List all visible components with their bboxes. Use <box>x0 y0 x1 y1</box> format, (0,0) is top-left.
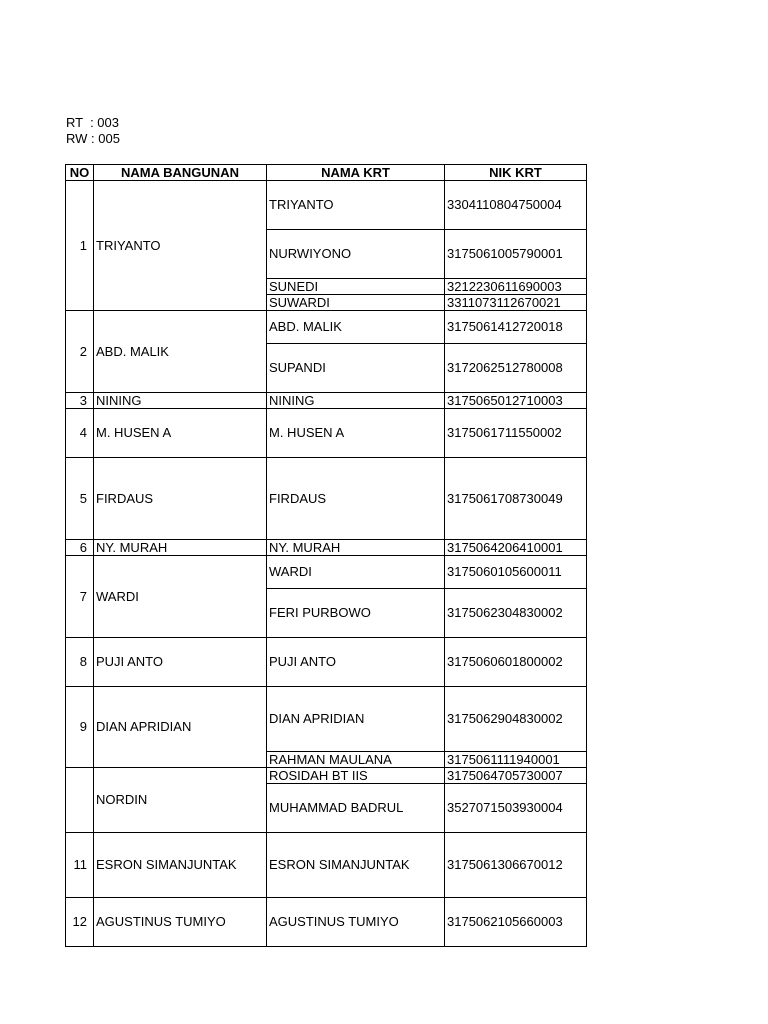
table-row <box>66 393 587 409</box>
cell-no: 1 <box>66 181 94 311</box>
cell-nik-krt: 3175060601800002 <box>445 638 587 687</box>
rw-label: RW : 005 <box>66 131 120 146</box>
col-header-nik-krt: NIK KRT <box>445 165 587 181</box>
cell-no: 8 <box>66 638 94 687</box>
cell-nama-krt: SUWARDI <box>267 295 445 311</box>
cell-nik-krt: 3175061708730049 <box>445 458 587 540</box>
table-row <box>66 768 587 784</box>
cell-nik-krt: 3304110804750004 <box>445 181 587 230</box>
table-row <box>66 181 587 230</box>
cell-no: 7 <box>66 556 94 638</box>
cell-nik-krt: 3175061306670012 <box>445 833 587 898</box>
cell-nik-krt: 3172062512780008 <box>445 344 587 393</box>
cell-nama-krt: NURWIYONO <box>267 230 445 279</box>
cell-nama-krt: ROSIDAH BT IIS <box>267 768 445 784</box>
cell-nama-krt: RAHMAN MAULANA <box>267 752 445 768</box>
table-body <box>66 181 587 947</box>
cell-nama-bangunan: PUJI ANTO <box>94 638 267 687</box>
cell-nik-krt: 3175061005790001 <box>445 230 587 279</box>
cell-nama-krt: TRIYANTO <box>267 181 445 230</box>
cell-nama-krt: SUPANDI <box>267 344 445 393</box>
cell-nama-bangunan: M. HUSEN A <box>94 409 267 458</box>
table-header-row <box>66 165 587 181</box>
cell-nama-krt: WARDI <box>267 556 445 589</box>
cell-nik-krt: 3175061111940001 <box>445 752 587 768</box>
cell-nama-bangunan: FIRDAUS <box>94 458 267 540</box>
cell-nama-bangunan: ABD. MALIK <box>94 311 267 393</box>
cell-nama-krt: PUJI ANTO <box>267 638 445 687</box>
cell-nama-krt: AGUSTINUS TUMIYO <box>267 898 445 947</box>
cell-no: 6 <box>66 540 94 556</box>
cell-nik-krt: 3175064705730007 <box>445 768 587 784</box>
cell-nama-krt: NINING <box>267 393 445 409</box>
table-row <box>66 833 587 898</box>
cell-nama-bangunan: TRIYANTO <box>94 181 267 311</box>
cell-nama-bangunan: WARDI <box>94 556 267 638</box>
cell-no <box>66 768 94 833</box>
cell-no: 3 <box>66 393 94 409</box>
cell-nik-krt: 3175060105600011 <box>445 556 587 589</box>
cell-nama-krt: ESRON SIMANJUNTAK <box>267 833 445 898</box>
col-header-nama-bangunan: NAMA BANGUNAN <box>94 165 267 181</box>
table-row <box>66 898 587 947</box>
cell-nama-krt: FIRDAUS <box>267 458 445 540</box>
cell-nama-krt: MUHAMMAD BADRUL <box>267 784 445 833</box>
cell-nama-krt: FERI PURBOWO <box>267 589 445 638</box>
cell-nik-krt: 3175064206410001 <box>445 540 587 556</box>
cell-nik-krt: 3175062304830002 <box>445 589 587 638</box>
cell-nik-krt: 3175062904830002 <box>445 687 587 752</box>
household-table <box>65 164 587 947</box>
cell-nama-bangunan: ESRON SIMANJUNTAK <box>94 833 267 898</box>
table-row <box>66 311 587 344</box>
cell-nama-krt: NY. MURAH <box>267 540 445 556</box>
cell-no: 12 <box>66 898 94 947</box>
cell-nik-krt: 3311073112670021 <box>445 295 587 311</box>
cell-nama-krt: ABD. MALIK <box>267 311 445 344</box>
cell-nama-bangunan: AGUSTINUS TUMIYO <box>94 898 267 947</box>
table-row <box>66 458 587 540</box>
cell-nik-krt: 3175061711550002 <box>445 409 587 458</box>
rt-label: RT : 003 <box>66 115 119 130</box>
cell-nama-bangunan: NORDIN <box>94 768 267 833</box>
cell-no: 5 <box>66 458 94 540</box>
cell-nama-krt: SUNEDI <box>267 279 445 295</box>
cell-nik-krt: 3175065012710003 <box>445 393 587 409</box>
table-row <box>66 409 587 458</box>
cell-nama-bangunan: NY. MURAH <box>94 540 267 556</box>
cell-nama-krt: DIAN APRIDIAN <box>267 687 445 752</box>
cell-nik-krt: 3527071503930004 <box>445 784 587 833</box>
table-row <box>66 638 587 687</box>
cell-no: 9 <box>66 687 94 768</box>
cell-nik-krt: 3212230611690003 <box>445 279 587 295</box>
table-row <box>66 687 587 752</box>
cell-nama-krt: M. HUSEN A <box>267 409 445 458</box>
cell-no: 11 <box>66 833 94 898</box>
cell-nama-bangunan: DIAN APRIDIAN <box>94 687 267 768</box>
table-row <box>66 556 587 589</box>
cell-no: 2 <box>66 311 94 393</box>
col-header-nama-krt: NAMA KRT <box>267 165 445 181</box>
rt-rw-header <box>66 115 120 147</box>
cell-no: 4 <box>66 409 94 458</box>
col-header-no: NO <box>66 165 94 181</box>
cell-nik-krt: 3175061412720018 <box>445 311 587 344</box>
cell-nik-krt: 3175062105660003 <box>445 898 587 947</box>
table-row <box>66 540 587 556</box>
cell-nama-bangunan: NINING <box>94 393 267 409</box>
